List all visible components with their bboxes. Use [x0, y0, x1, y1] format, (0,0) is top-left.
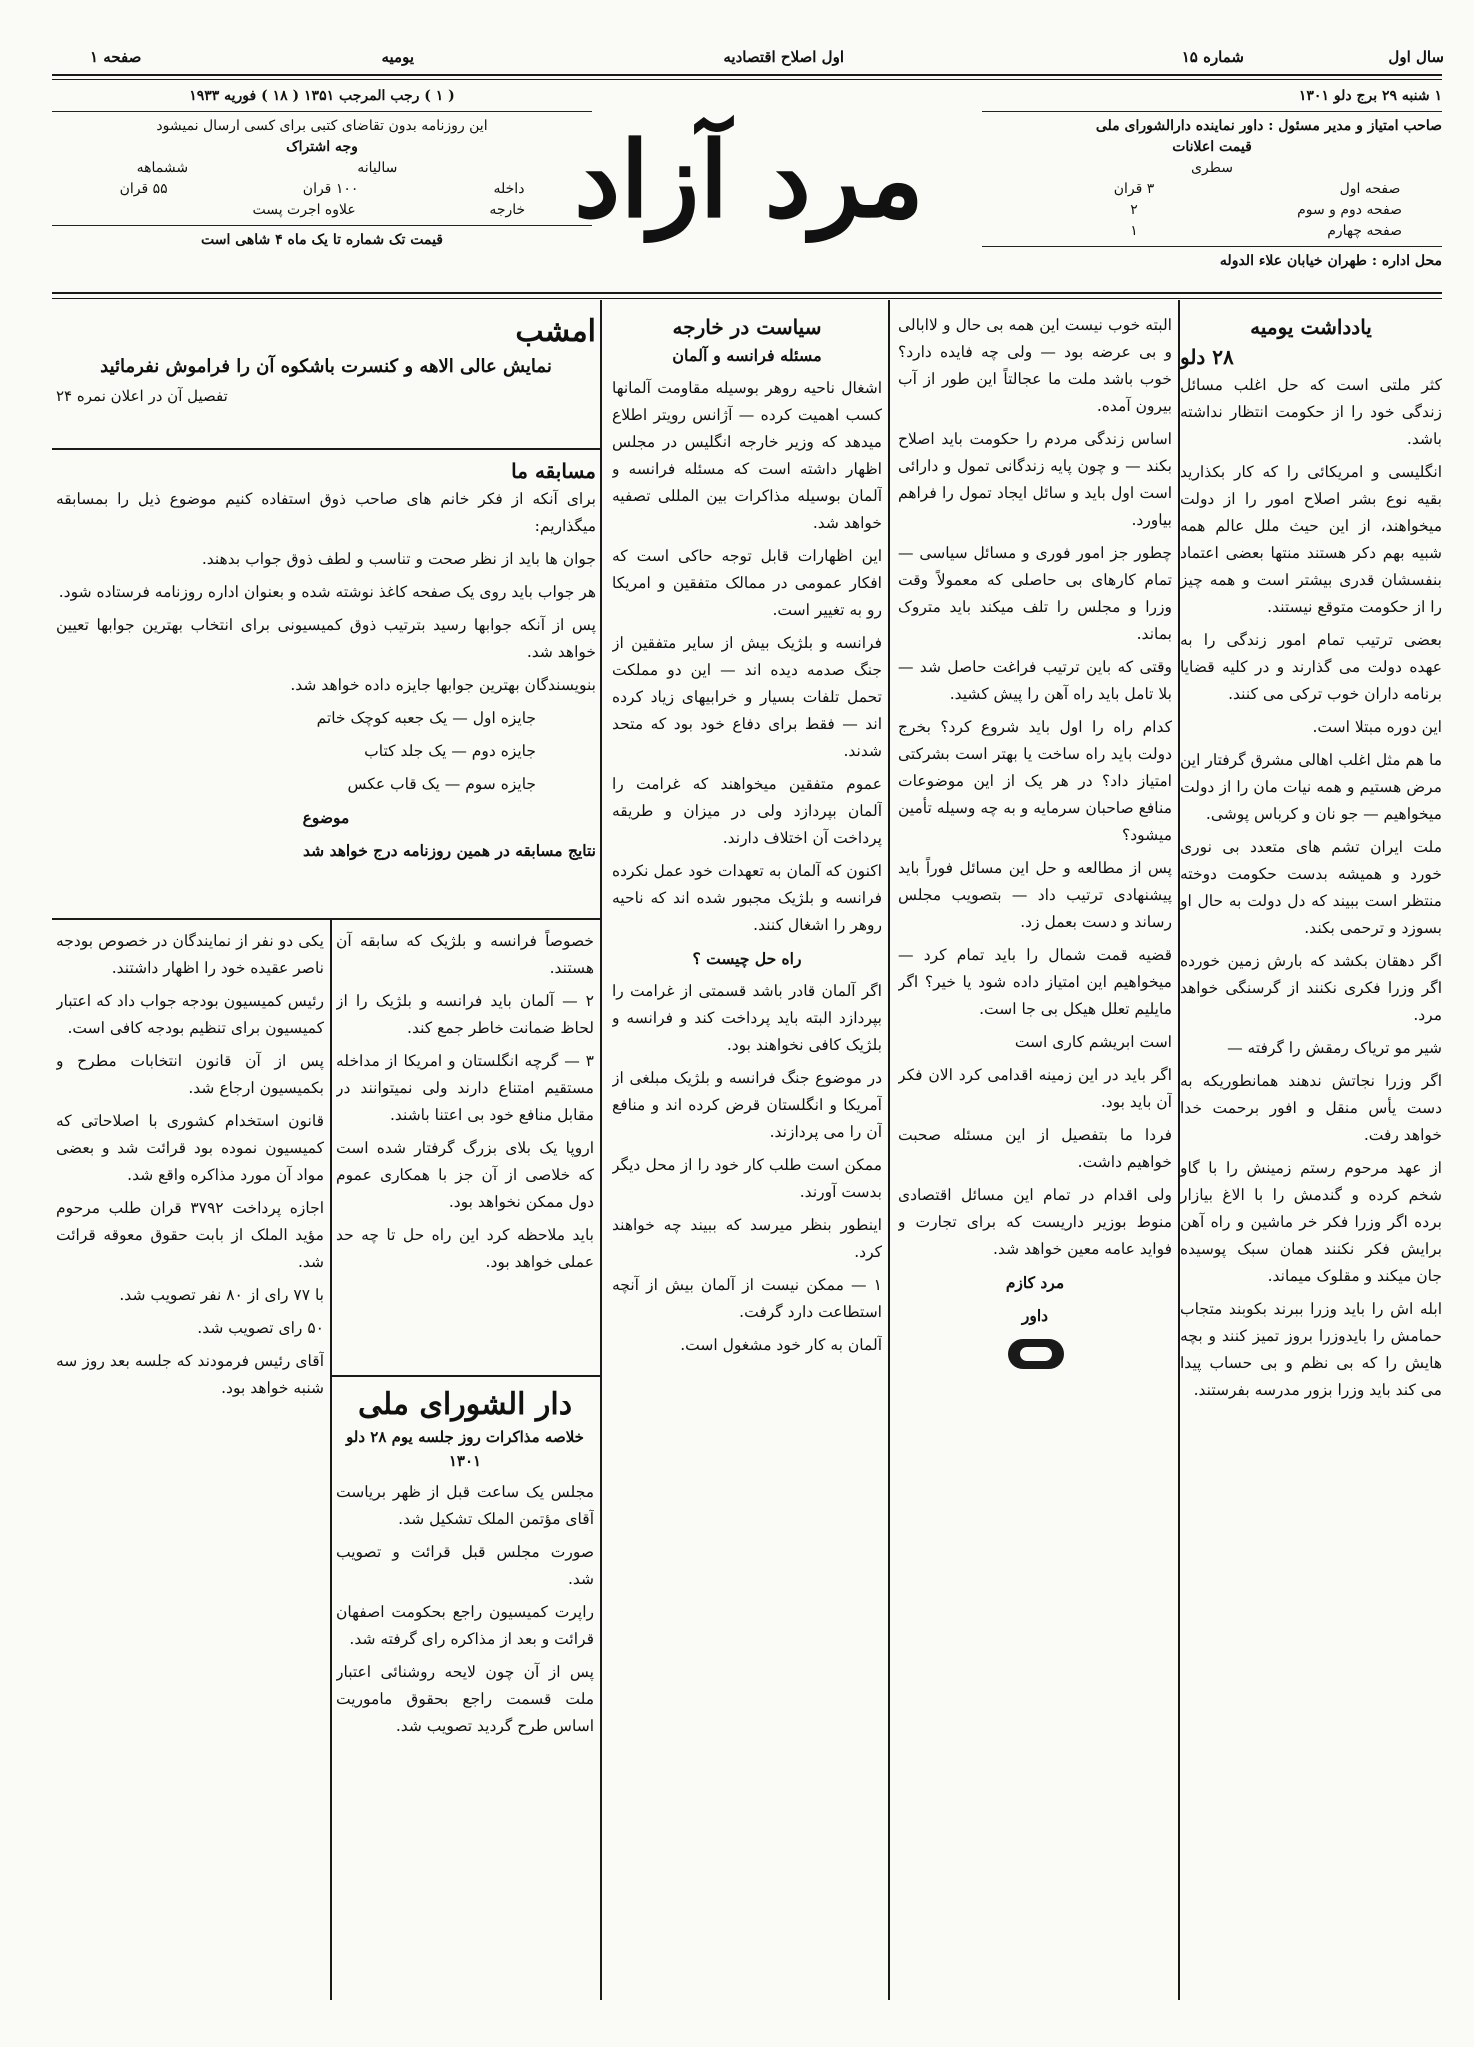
paragraph: ولی اقدام در تمام این مسائل اقتصادی منوط بوزیر داریست که برای تجارت و فواید عامه معین خواهد شد.	[898, 1186, 1172, 1258]
subscription-half: ۵۵ قران	[119, 181, 168, 197]
header-bottom-rule-thin	[52, 298, 1442, 299]
top-rule	[52, 74, 1442, 76]
prize-item: جایزه سوم — یک قاب عکس	[347, 775, 536, 793]
tonight-title: امشب	[515, 314, 596, 349]
paragraph: اجازه پرداخت ۳۷۹۲ قران طلب مرحوم مؤید الملک از بابت حقوق معوقه قرائت شد.	[56, 1199, 324, 1271]
paragraph: در موضوع جنگ فرانسه و بلژیک مبلغی از آمریکا و انگلستان قرض کرده اند و منافع آن را می پردازند.	[612, 1069, 882, 1141]
paragraph: این اظهارات قابل توجه حاکی است که افکار عمومی در ممالک متفقین و امریکا رو به تغییر است.	[612, 547, 882, 619]
section-rule	[332, 1375, 600, 1377]
author-name: داور	[1021, 1306, 1049, 1325]
paragraph: انگلیسی و امریکائی را که کار بکذارید بقیه نوع بشر اصلاح امور را از دولت میخواهند، از این حیث ملل عالم همه شبیه بهم دکر هستند منتها بعضی اعتماد بنفسشان قدری بیشتر است و همه چیز را از حکومت متوقع نیستند.	[1180, 463, 1442, 616]
section-rule	[52, 918, 600, 920]
prize-item: جایزه اول — یک جعبه کوچک خاتم	[316, 709, 536, 727]
paragraph: بنویسندگان بهترین جوابها جایزه داده خواهد شد.	[290, 676, 596, 694]
paragraph: اشغال ناحیه روهر بوسیله مقاومت آلمانها کسب اهمیت کرده — آژانس رویتر اطلاع میدهد که وزیر خارجه انگلیس در مجلس اظهار داشته است که مسئله فرانسه و آلمان بوسیله مذاکرات بین المللی تصفیه خواهد شد.	[612, 379, 882, 532]
subscription-title: وجه اشتراک	[286, 139, 358, 155]
subscription-col: سالیانه	[357, 160, 398, 176]
paragraph: بعضی ترتیب تمام امور زندگی را به عهده دولت می گذارند و در کلیه قضایا برنامه داران خوب ترکی می کنند.	[1180, 631, 1442, 703]
paragraph: مجلس یک ساعت قبل از ظهر بریاست آقای مؤتمن الملک تشکیل شد.	[336, 1483, 594, 1528]
paragraph: راپرت کمیسیون راجع بحکومت اصفهان قرائت و بعد از مذاکره رای گرفته شد.	[336, 1603, 594, 1648]
ornament-shape	[1008, 1339, 1064, 1369]
ad-rate-price: ۳ قران	[1113, 181, 1155, 197]
paragraph: اگر وزرا نجاتش ندهند همانطوریکه به دست یأس منقل و افور برحمت خدا خواهد رفت.	[1180, 1072, 1442, 1144]
section-rule	[52, 448, 600, 450]
issue-number: شماره ۱۵	[1181, 48, 1244, 66]
paragraph: ابله اش را باید وزرا ببرند بکوبند متجاب حمامش را بایدوزرا بروز تمیز کنند و بچه هایش را که بی نظم و بی حساب پیدا می کند باید وزرا بزور مدرسه بفرستند.	[1180, 1300, 1442, 1399]
paragraph: کثر ملتی است که حل اغلب مسائل زندگی خود را از حکومت انتظار نداشته باشد.	[1180, 376, 1442, 448]
paragraph: فردا ما بتفصیل از این مسئله صحبت خواهیم داشت.	[898, 1126, 1172, 1171]
subscription-row	[52, 200, 592, 221]
paragraph: ۵۰ رای تصویب شد.	[197, 1319, 324, 1337]
column-rule	[330, 920, 332, 2000]
ad-rate-label: صفحه چهارم	[1327, 223, 1402, 239]
contest-title: مسابقه ما	[511, 459, 596, 483]
frequency-label: یومیه	[381, 48, 414, 66]
date-left: ( ۱ ) رجب المرجب ۱۳۵۱ ( ۱۸ ) فوریه ۱۹۳۳	[189, 88, 455, 104]
paragraph: وقتی که باین ترتیب فراغت حاصل شد — بلا تامل باید راه آهن را پیش کشید.	[898, 658, 1172, 703]
paragraph: ۳ — گرچه انگلستان و امریکا از مداخله مستقیم امتناع دارند ولی نمیتوانند در مقابل منافع خود بی اعتنا باشند.	[336, 1052, 594, 1124]
signature-line: مرد کازم	[1005, 1273, 1065, 1292]
paragraph: هر جواب باید روی یک صفحه کاغذ نوشته شده و بعنوان اداره روزنامه فرستاده شود.	[58, 583, 596, 601]
column-editorial	[898, 312, 1172, 2002]
paragraph: اینطور بنظر میرسد که ببیند چه خواهند کرد.	[612, 1216, 882, 1261]
column-rule	[888, 300, 890, 2000]
ad-rates-row	[982, 221, 1442, 242]
paragraph: آقای رئیس فرمودند که جلسه بعد روز سه شنبه خواهد بود.	[56, 1352, 324, 1397]
ornament-icon	[898, 1335, 1172, 1375]
owner-line: صاحب امتیاز و مدیر مسئول : داور نماینده دارالشورای ملی	[1095, 118, 1442, 134]
parliament-section	[336, 1385, 594, 1997]
subscription-label: داخله	[493, 181, 525, 197]
paragraph: ملت ایران تشم های متعدد بی نوری خورد و همیشه بدست حکومت دوخته منتظر است ببیند که دل دولت به حال او بسوزد و ترحمی بکند.	[1180, 838, 1442, 937]
paragraph: از عهد مرحوم رستم زمینش را با گاو شخم کرده و گندمش را با الاغ بیازار برده اگر وزرا فکر خر ماشین و راه آهن برایش فکر نکنند همان سبک پوسیده جان میکند و مقلوک میماند.	[1180, 1159, 1442, 1285]
paragraph: ۲ — آلمان باید فرانسه و بلژیک را از لحاظ ضمانت خاطر جمع کند.	[336, 992, 594, 1037]
subheading: راه حل چیست ؟	[692, 949, 802, 968]
paragraph: پس از مطالعه و حل این مسائل فوراً باید پیشنهادی ترتیب داد — بتصویب مجلس رساند و دست بعمل زد.	[898, 859, 1172, 931]
foreign-politics-subtitle: مسئله فرانسه و آلمان	[672, 346, 822, 365]
paragraph: اروپا یک بلای بزرگ گرفتار شده است که خلاصی از آن جز با همکاری عموم دول ممکن نخواهد بود.	[336, 1139, 594, 1211]
paragraph: خصوصاً فرانسه و بلژیک که سابقه آن هستند.	[336, 932, 594, 977]
paragraph: با ۷۷ رای از ۸۰ نفر تصویب شد.	[119, 1286, 324, 1304]
subscription-yearly: ۱۰۰ قران	[302, 181, 359, 197]
subscription-label: خارجه	[489, 202, 526, 218]
subscription-row	[52, 179, 592, 200]
prize-label: موضوع	[302, 808, 350, 827]
paragraph: اکنون که آلمان به تعهدات خود عمل نکرده فرانسه و بلژیک مجبور شده اند که ناحیه روهر را اشغال کنند.	[612, 862, 882, 934]
subscription-yearly: علاوه اجرت پست	[252, 202, 356, 218]
ad-rates-row	[982, 200, 1442, 221]
paragraph: است ابریشم کاری است	[1014, 1033, 1172, 1051]
paragraph: عموم متفقین میخواهند که غرامت را آلمان بپردازد ولی در میزان و طریقه پرداخت آن اختلاف دارند.	[612, 775, 882, 847]
paragraph: آلمان به کار خود مشغول است.	[680, 1336, 882, 1354]
header-right-box	[982, 86, 1442, 286]
paragraph: صورت مجلس قبل قرائت و تصویب شد.	[336, 1543, 594, 1588]
ad-rate-price: ۱	[1130, 223, 1138, 239]
daily-note-date: ۲۸ دلو	[1180, 345, 1234, 369]
contest-section	[56, 456, 596, 914]
tonight-box	[56, 312, 596, 442]
paragraph: قانون استخدام کشوری با اصلاحاتی که کمیسیون نموده بود قرائت شد و بعضی مواد آن مورد مذاکره واقع شد.	[56, 1112, 324, 1184]
date-right: ۱ شنبه ۲۹ برج دلو ۱۳۰۱	[1298, 88, 1442, 104]
daily-note-title: یادداشت یومیه	[1250, 315, 1372, 339]
prize-item: جایزه دوم — یک جلد کتاب	[364, 742, 536, 760]
paragraph: ما هم مثل اغلب اهالی مشرق گرفتار این مرض هستیم و همه نیات مان را از دولت میخواهیم — جو نان و کرباس پوشی.	[1180, 751, 1442, 823]
motto: اول اصلاح اقتصادیه	[723, 48, 844, 66]
top-rule-thin	[52, 79, 1442, 80]
column-parliament-cont	[56, 928, 324, 1998]
address-line: محل اداره : طهران خیابان علاء الدوله	[1219, 253, 1442, 269]
header-left-box	[52, 86, 592, 286]
paragraph: برای آنکه از فکر خانم های صاحب ذوق استفاده کنیم موضوع ذیل را بمسابقه میگذاریم:	[56, 490, 596, 535]
tonight-line: نمایش عالی الاهه و کنسرت باشکوه آن را فراموش نفرمائید	[100, 356, 552, 377]
contest-end: نتایج مسابقه در همین روزنامه درج خواهد شد	[303, 841, 596, 860]
paragraph: پس از آن قانون انتخابات مطرح و بکمیسیون ارجاع شد.	[56, 1052, 324, 1097]
header-bottom-rule	[52, 292, 1442, 294]
ad-rates-col: سطری	[1191, 160, 1233, 176]
subscription-col: ششماهه	[136, 160, 189, 176]
tonight-note: تفصیل آن در اعلان نمره ۲۴	[56, 387, 228, 405]
parliament-title: دار الشورای ملی	[357, 1387, 573, 1422]
paragraph: این دوره مبتلا است.	[1312, 718, 1442, 736]
paragraph: اگر باید در این زمینه اقدامی کرد الان فکر آن باید بود.	[898, 1066, 1172, 1111]
paragraph: رئیس کمیسیون بودجه جواب داد که اعتبار کمیسیون برای تنظیم بودجه کافی است.	[56, 992, 324, 1037]
ad-rate-price: ۲	[1130, 202, 1138, 218]
paragraph: اگر دهقان بکشد که بارش زمین خورده اگر وزرا فکری نکنند از گرسنگی خواهد مرد.	[1180, 952, 1442, 1024]
paragraph: ممکن است طلب کار خود را از محل دیگر بدست آورند.	[612, 1156, 882, 1201]
single-price: قیمت تک شماره تا یک ماه ۴ شاهی است	[200, 232, 443, 248]
ad-rate-label: صفحه دوم و سوم	[1297, 202, 1402, 218]
paragraph: قضیه قمت شمال را باید تمام کرد — میخواهیم این امتیاز داده شود یا خیر؟ اگر مایلیم تعلل هیکل بی جا است.	[898, 946, 1172, 1018]
column-rule	[600, 300, 602, 2000]
paragraph: شیر مو تریاک رمقش را گرفته —	[1227, 1039, 1442, 1057]
paragraph: یکی دو نفر از نمایندگان در خصوص بودجه ناصر عقیده خود را اظهار داشتند.	[56, 932, 324, 977]
paragraph: چطور جز امور فوری و مسائل سیاسی — تمام کارهای بی حاصلی که معمولاً وقت وزرا و مجلس را تلف میکند باید متروک بماند.	[898, 544, 1172, 643]
paragraph: کدام راه را اول باید شروع کرد؟ بخرج دولت باید راه ساخت یا بهتر است بشرکتی امتیاز داد؟ در هر یک از این موضوعات منافع صاحبان سرمایه و به چه وسیله تأمین میشود؟	[898, 718, 1172, 844]
ad-rates-row	[982, 179, 1442, 200]
paragraph: پس از آنکه جوابها رسید بترتیب ذوق کمیسیونی برای انتخاب بهترین جوابها تعیین خواهد شد.	[56, 616, 596, 661]
paragraph: پس از آن چون لایحه روشنائی اعتبار ملت قسمت راجع بحقوق ماموریت اساس طرح گردید تصویب شد.	[336, 1663, 594, 1735]
column-foreign-politics	[612, 312, 882, 2002]
column-daily-note	[1180, 312, 1442, 2002]
paragraph: جوان ها باید از نظر صحت و تناسب و لطف ذوق جواب بدهند.	[201, 550, 596, 568]
paragraph: اساس زندگی مردم را حکومت باید اصلاح بکند — و چون پایه زندگانی تمول و دارائی است اول باید و سائل ایجاد تمول را فراهم بیاورد.	[898, 430, 1172, 529]
ad-rates-title: قیمت اعلانات	[1172, 139, 1252, 155]
paragraph: ۱ — ممکن نیست از آلمان بیش از آنچه استطاعت دارد گرفت.	[612, 1276, 882, 1321]
foreign-politics-title: سیاست در خارجه	[672, 315, 822, 339]
column-france-germany-cont	[336, 928, 594, 1368]
subscription-head	[52, 158, 592, 179]
page-label: صفحه ۱	[90, 48, 142, 66]
masthead-title: مرد آزاد	[574, 118, 924, 241]
paragraph: البته خوب نیست این همه بی حال و لاابالی و بی عرضه بود — ولی چه فایده دارد؟ خوب باشد ملت ما عجالتاً این طور از آب بیرون آمده.	[898, 316, 1172, 415]
parliament-subtitle: خلاصه مذاکرات روز جلسه یوم ۲۸ دلو ۱۳۰۱	[346, 1428, 584, 1470]
ad-rate-label: صفحه اول	[1339, 181, 1401, 197]
paragraph: اگر آلمان قادر باشد قسمتی از غرامت را بپردازد البته باید پرداخت کند و فرانسه و بلژیک کافی نخواهند بود.	[612, 982, 882, 1054]
paragraph: فرانسه و بلژیک بیش از سایر متفقین از جنگ صدمه دیده اند — این دو مملکت تحمل تلفات بسیار و خرابیهای زیاد کرده اند — فقط برای دفاع خود بود که متحد شدند.	[612, 634, 882, 760]
subscription-note: این روزنامه بدون تقاضای کتبی برای کسی ارسال نمیشود	[156, 118, 488, 134]
year-label: سال اول	[1388, 48, 1444, 66]
paragraph: باید ملاحظه کرد این راه حل تا چه حد عملی خواهد بود.	[336, 1226, 594, 1271]
